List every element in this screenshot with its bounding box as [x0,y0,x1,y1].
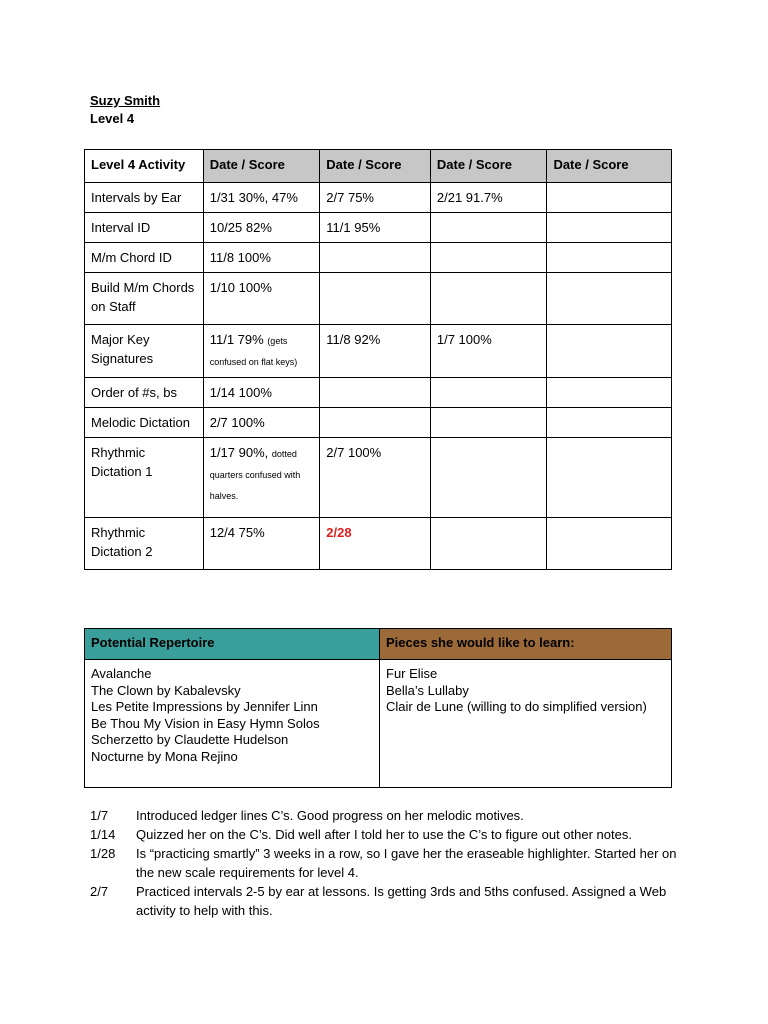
score-cell: 11/8 92% [320,325,431,378]
score-cell [430,273,547,325]
repertoire-table [84,628,672,788]
score-cell [430,518,547,570]
potential-repertoire-header: Potential Repertoire [85,629,380,660]
activity-cell: Major Key Signatures [85,325,204,378]
score-cell [203,438,320,518]
repertoire-header-row [85,629,672,660]
score-cell: 1/14 100% [203,378,320,408]
note-entry [90,806,680,825]
score-cell [547,518,672,570]
potential-repertoire-list [85,660,380,788]
scores-table [84,149,672,570]
score-cell: 2/7 75% [320,183,431,213]
score-cell: 12/4 75% [203,518,320,570]
note-date: 2/7 [90,884,109,899]
score-value: 11/1 79% [209,332,264,347]
activity-cell: Rhythmic Dictation 2 [85,518,204,570]
list-item: Bella’s Lullaby [386,682,469,698]
note-text: Introduced ledger lines C’s. Good progress on her melodic motives. [136,808,524,823]
table-row [85,518,672,570]
score-cell [547,243,672,273]
header-date-score-4: Date / Score [547,150,672,183]
list-item: Avalanche [91,666,152,681]
list-item: Scherzetto by Claudette Hudelson [91,732,289,747]
table-row [85,378,672,408]
score-cell: 11/8 100% [203,243,320,273]
table-row [85,183,672,213]
score-cell: 1/10 100% [203,273,320,325]
list-item: Be Thou My Vision in Easy Hymn Solos [91,715,320,731]
activity-cell: Rhythmic Dictation 1 [85,438,204,518]
note-text: Quizzed her on the C’s. Did well after I told her to use the C’s to figure out other notes. [136,827,632,842]
table-row [85,438,672,518]
student-name: Suzy Smith [90,93,161,108]
score-cell [430,408,547,438]
list-item: Fur Elise [386,666,438,681]
table-row [85,408,672,438]
lesson-notes [90,806,680,920]
score-cell [320,378,431,408]
score-cell [430,438,547,518]
table-row [85,325,672,378]
score-cell [430,378,547,408]
score-comment: (gets confused on flat keys) [209,336,298,367]
table-row [85,213,672,243]
list-item: The Clown by Kabalevsky [91,682,241,698]
student-info [90,92,160,128]
score-cell: 2/7 100% [320,438,431,518]
score-cell: 2/7 100% [203,408,320,438]
score-cell [547,408,672,438]
score-cell: 11/1 95% [320,213,431,243]
score-cell: 2/21 91.7% [430,183,547,213]
header-date-score-1: Date / Score [203,150,320,183]
list-item: Clair de Lune (willing to do simplified version) [386,699,647,714]
score-value: 1/17 90%, [209,445,269,460]
scores-header-row [85,150,672,183]
list-item: Nocturne by Mona Rejino [91,748,238,764]
score-cell [430,213,547,243]
wish-list-header: Pieces she would like to learn: [380,629,672,660]
note-date: 1/14 [90,827,116,842]
header-date-score-2: Date / Score [320,150,431,183]
note-entry [90,844,680,882]
score-comment: dotted quarters confused with halves. [209,449,301,501]
note-entry [90,825,680,844]
activity-cell: Build M/m Chords on Staff [85,273,204,325]
score-cell [547,325,672,378]
score-cell: 10/25 82% [203,213,320,243]
note-entry [90,882,680,920]
student-level: Level 4 [90,111,135,126]
activity-cell: Interval ID [85,213,204,243]
score-cell [320,408,431,438]
score-cell [320,273,431,325]
header-activity: Level 4 Activity [85,150,204,183]
repertoire-body-row [85,660,672,788]
score-cell [203,325,320,378]
activity-cell: Order of #s, bs [85,378,204,408]
activity-cell: Melodic Dictation [85,408,204,438]
score-cell [547,273,672,325]
activity-cell: M/m Chord ID [85,243,204,273]
table-row [85,243,672,273]
score-cell-highlight: 2/28 [320,518,431,570]
score-cell [547,378,672,408]
score-cell: 1/7 100% [430,325,547,378]
header-date-score-3: Date / Score [430,150,547,183]
score-cell [547,183,672,213]
score-cell [320,243,431,273]
score-cell [430,243,547,273]
list-item: Les Petite Impressions by Jennifer Linn [91,699,318,714]
note-text: Practiced intervals 2-5 by ear at lessons. Is getting 3rds and 5ths confused. Assigned a Web activity to help with this. [136,884,667,918]
note-date: 1/7 [90,808,109,823]
activity-cell: Intervals by Ear [85,183,204,213]
wish-list [380,660,672,788]
note-date: 1/28 [90,846,116,861]
score-cell [547,213,672,243]
score-cell: 1/31 30%, 47% [203,183,320,213]
score-cell [547,438,672,518]
table-row [85,273,672,325]
note-text: Is “practicing smartly” 3 weeks in a row, so I gave her the eraseable highlighter. Started her on the new scale requirements for level 4. [136,846,677,880]
